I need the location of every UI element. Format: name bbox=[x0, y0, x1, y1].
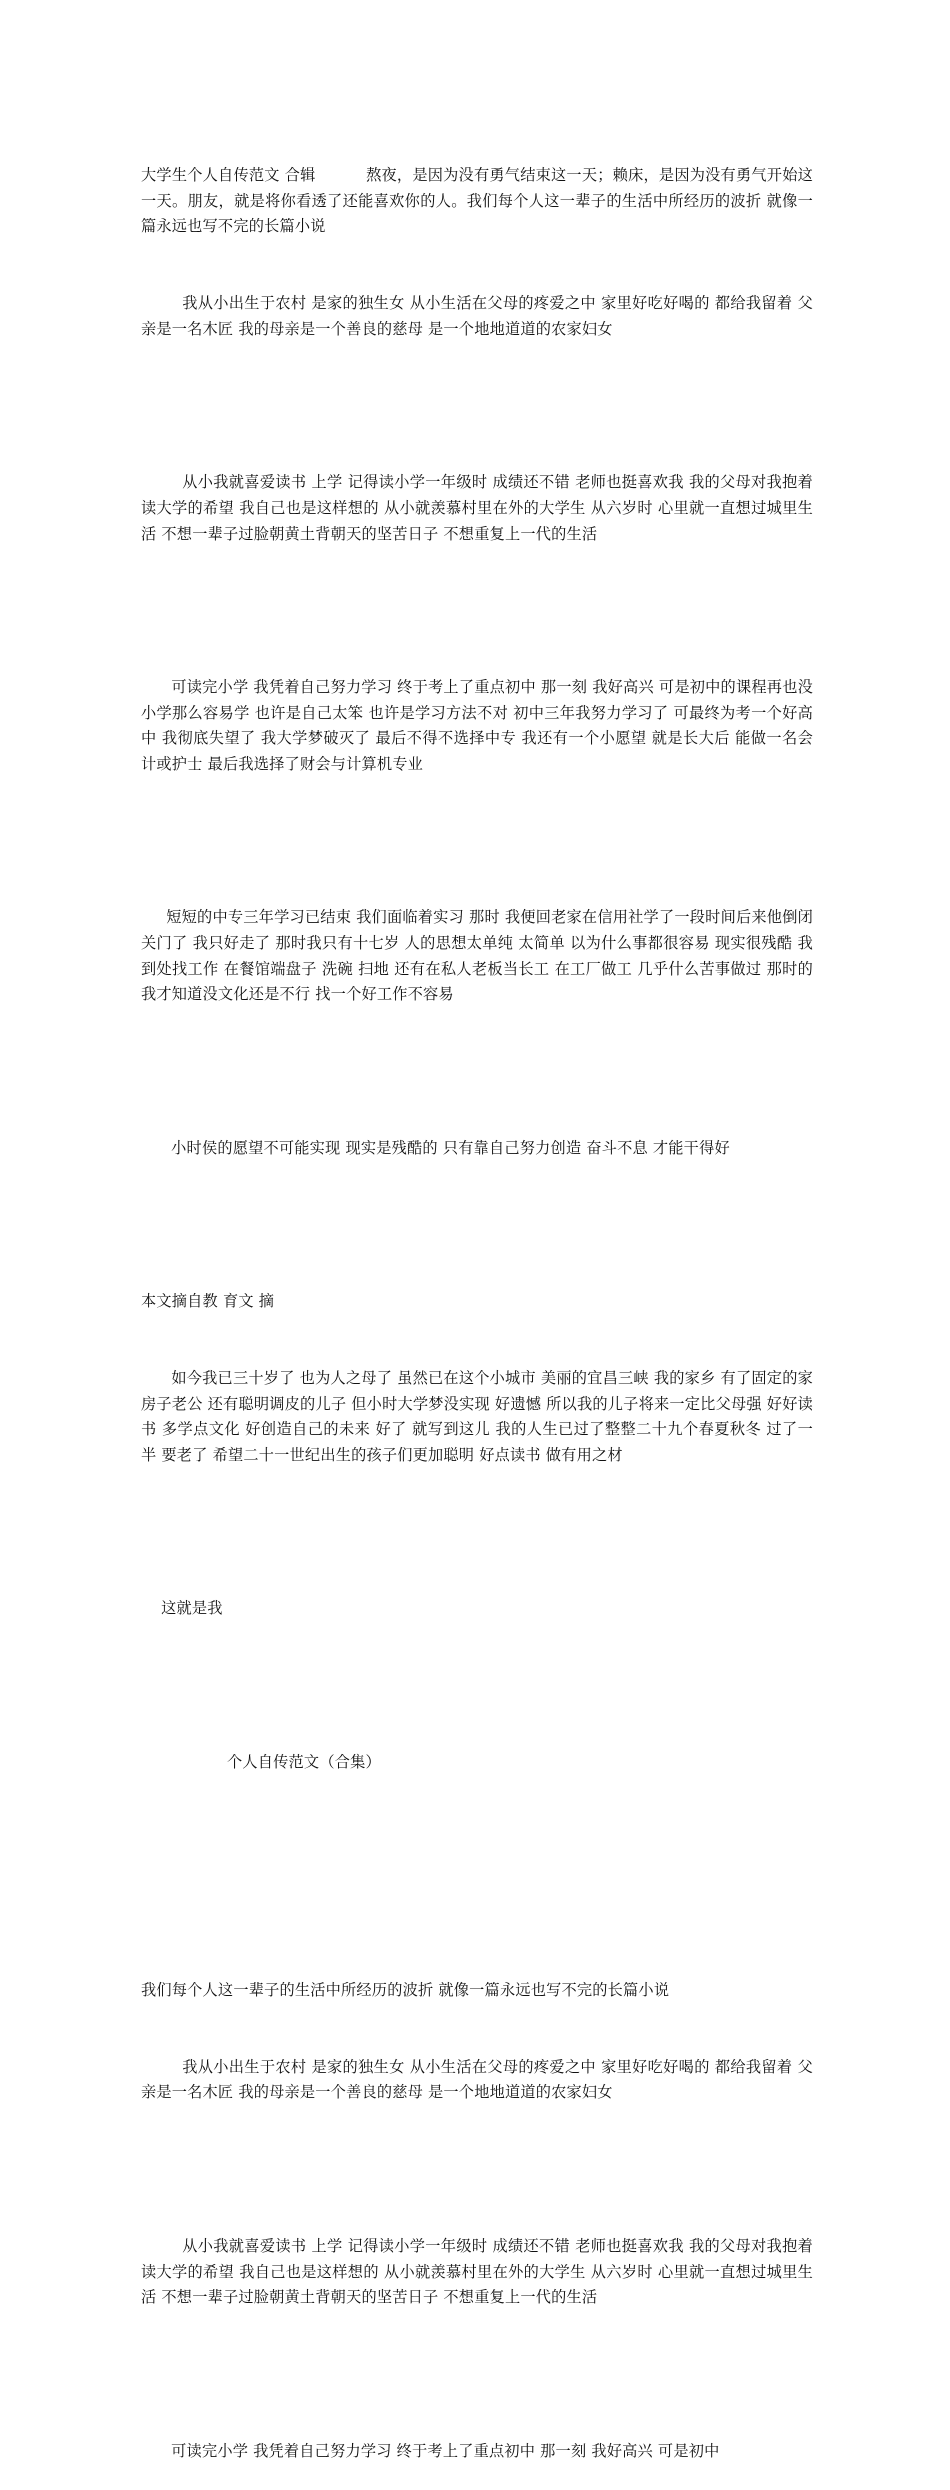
spacer bbox=[141, 1059, 813, 1085]
source-line: 本文摘自教 育文 摘 bbox=[141, 1292, 275, 1311]
spacer bbox=[141, 394, 813, 420]
paragraph-reading: 从小我就喜爱读书 上学 记得读小学一年级时 成绩还不错 老师也挺喜欢我 我的父母对我抱着读大学的希望 我自己也是这样想的 从小就羡慕村里在外的大学生 从六岁时 心里就一直想过城里生活 不想一辈子过脸朝黄土背朝天的坚苦日子 不想重复上一代的生活 bbox=[141, 473, 813, 543]
spacer bbox=[141, 2362, 813, 2388]
paragraph-vocational: 短短的中专三年学习已结束 我们面临着实习 那时 我便回老家在信用社学了一段时间后来他倒闭关门了 我只好走了 那时我只有十七岁 人的思想太单纯 太简单 以为什么事都很容易 现实很残酷 我到处找工作 在餐馆端盘子 洗碗 扫地 还有在私人老板当长工 在工厂做工 几乎什么苦事做过 那时的我才知道没文化还是不行 找一个好工作不容易 bbox=[141, 908, 813, 1004]
spacer bbox=[141, 1213, 813, 1239]
paragraph-now: 如今我已三十岁了 也为人之母了 虽然已在这个小城市 美丽的宜昌三峡 我的家乡 有了固定的家 房子老公 还有聪明调皮的儿子 但小时大学梦没实现 好遗憾 所以我的儿子将来一定比父母强 好好读书 多学点文化 好创造自己的未来 好了 就写到这儿 我的人生已过了整整二十九个春夏秋冬 过了一半 要老了 希望二十一世纪出生的孩子们更加聪明 好点读书 做有用之材 bbox=[141, 1369, 819, 1464]
spacer bbox=[141, 829, 813, 855]
spacer bbox=[141, 1520, 813, 1546]
paragraph-repeat-intro: 我们每个人这一辈子的生活中所经历的波折 就像一篇永远也写不完的长篇小说 bbox=[141, 1980, 670, 1999]
paragraph-repeat-childhood: 我从小出生于农村 是家的独生女 从小生活在父母的疼爱之中 家里好吃好喝的 都给我留着 父亲是一名木匠 我的母亲是一个善良的慈母 是一个地地道道的农家妇女 bbox=[141, 2057, 813, 2102]
paragraph-wish: 小时侯的愿望不可能实现 现实是残酷的 只有靠自己努力创造 奋斗不息 才能干得好 bbox=[141, 1138, 730, 1157]
paragraph-repeat-reading: 从小我就喜爱读书 上学 记得读小学一年级时 成绩还不错 老师也挺喜欢我 我的父母对我抱着读大学的希望 我自己也是这样想的 从小就羡慕村里在外的大学生 从六岁时 心里就一直想过城里生活 不想一辈子过脸朝黄土背朝天的坚苦日子 不想重复上一代的生活 bbox=[141, 2236, 813, 2307]
document-page bbox=[141, 112, 819, 2490]
paragraph-repeat-middle-school: 可读完小学 我凭着自己努力学习 终于考上了重点初中 那一刻 我好高兴 可是初中 bbox=[141, 2441, 720, 2460]
paragraph-middle-school: 可读完小学 我凭着自己努力学习 终于考上了重点初中 那一刻 我好高兴 可是初中的课程再也没小学那么容易学 也许是自己太笨 也许是学习方法不对 初中三年我努力学习了 可最终为考一个好高中 我彻底失望了 我大学梦破灭了 最后不得不选择中专 我还有一个小愿望 就是长大后 能做一名会计或护士 最后我选择了财会与计算机专业 bbox=[141, 678, 813, 773]
spacer bbox=[141, 1827, 813, 1927]
second-title: 个人自传范文（合集） bbox=[227, 1753, 381, 1771]
paragraph-closing: 这就是我 bbox=[141, 1599, 223, 1618]
spacer bbox=[141, 598, 813, 624]
paragraph-intro: 大学生个人自传范文 合辑 熬夜，是因为没有勇气结束这一天；赖床，是因为没有勇气开始这一天。朋友，就是将你看透了还能喜欢你的人。我们每个人这一辈子的生活中所经历的波折 就像一篇永远也写不完的长篇小说 bbox=[141, 166, 813, 236]
spacer bbox=[141, 1673, 813, 1699]
spacer bbox=[141, 2157, 813, 2183]
paragraph-childhood: 我从小出生于农村 是家的独生女 从小生活在父母的疼爱之中 家里好吃好喝的 都给我留着 父亲是一名木匠 我的母亲是一个善良的慈母 是一个地地道道的农家妇女 bbox=[141, 294, 813, 338]
